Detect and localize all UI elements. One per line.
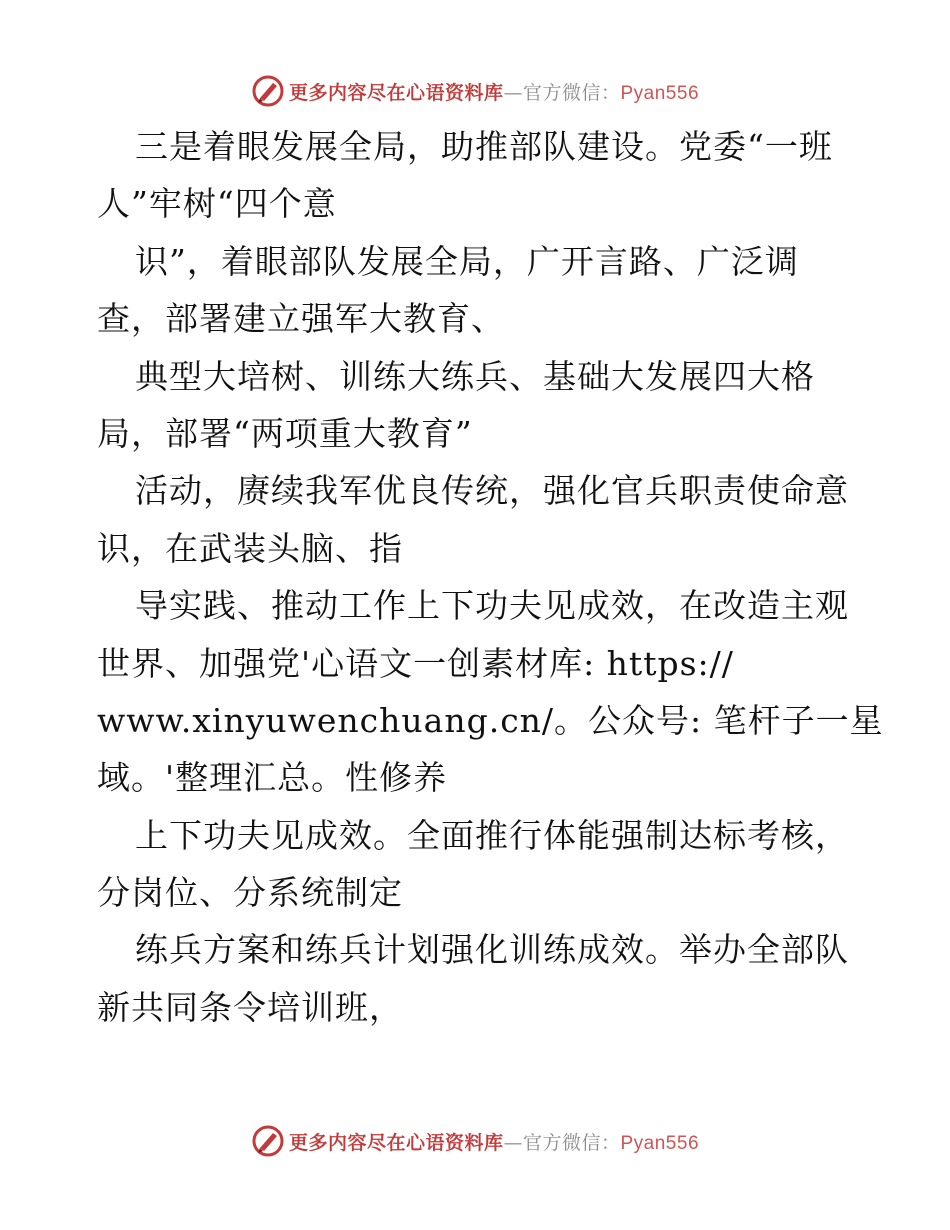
footer-brand-text: 更多内容尽在心语资料库	[288, 1131, 504, 1154]
body-line-11: www.xinyuwenchuang.cn/。公众号: 笔杆子一星	[97, 700, 884, 740]
footer-dash: —	[503, 1131, 523, 1154]
header-official-label: 官方微信：	[522, 81, 621, 104]
body-line-7: 活动，赓续我军优良传统，强化官兵职责使命意	[135, 471, 849, 511]
header-banner	[0, 71, 950, 111]
body-line-5: 典型大培树、训练大练兵、基础大发展四大格	[135, 356, 815, 396]
header-banner-text	[289, 78, 699, 105]
body-line-1: 三是着眼发展全局，助推部队建设。党委“一班	[135, 127, 833, 166]
footer-official-label: 官方微信：	[522, 1131, 621, 1154]
document-body	[97, 118, 884, 1036]
body-line-9: 导实践、推动工作上下功夫见成效，在改造主观	[135, 586, 849, 626]
footer-banner-text	[289, 1128, 699, 1155]
body-line-16: 新共同条令培训班，	[97, 987, 403, 1027]
body-line-8: 识，在武装头脑、指	[97, 528, 403, 568]
body-line-15: 练兵方案和练兵计划强化训练成效。举办全部队	[135, 930, 849, 970]
body-line-6: 局，部署“两项重大教育”	[97, 413, 473, 453]
footer-banner	[0, 1121, 950, 1161]
body-line-3: 识”，着眼部队发展全局，广开言路、广泛调	[135, 241, 799, 281]
footer-wechat-id: Pyan556	[620, 1132, 700, 1154]
header-wechat-id: Pyan556	[620, 82, 700, 104]
body-line-14: 分岗位、分系统制定	[97, 873, 403, 913]
body-line-2: 人”牢树“四个意	[97, 184, 337, 224]
pen-logo-icon	[251, 74, 285, 108]
pen-logo-icon	[251, 1124, 285, 1158]
body-line-13: 上下功夫见成效。全面推行体能强制达标考核，	[135, 815, 849, 855]
body-line-4: 查，部署建立强军大教育、	[97, 299, 505, 339]
body-line-12: 域。'整理汇总。性修养	[97, 758, 448, 798]
body-line-10: 世界、加强党'心语文一创素材库: https://	[97, 643, 734, 683]
header-brand-text: 更多内容尽在心语资料库	[288, 81, 504, 104]
header-dash: —	[503, 81, 523, 104]
